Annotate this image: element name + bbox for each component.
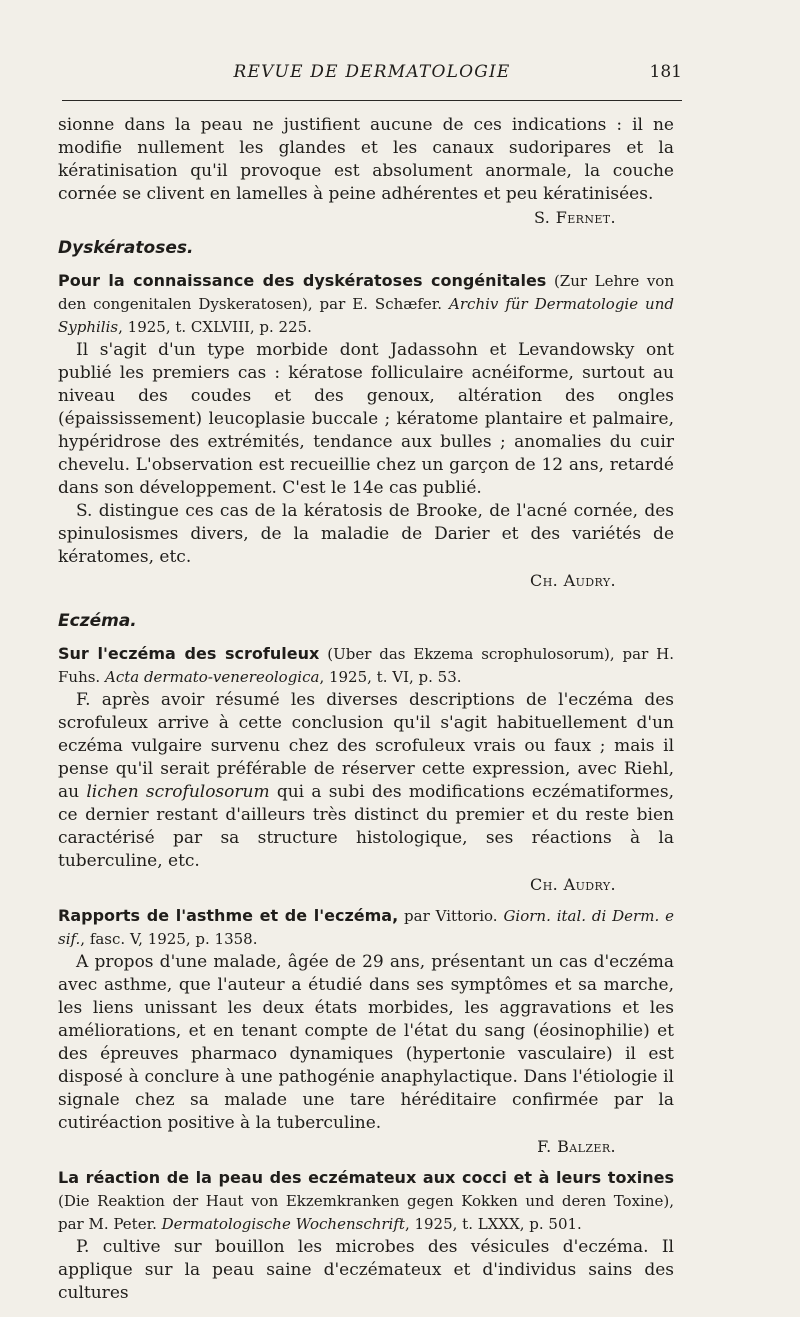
article-citation: (Zur Lehre von den congenitalen Dyskeratosen), par E. Schæfer. — [58, 272, 674, 313]
article-title: Pour la connaissance des dyskératoses congénitales — [58, 271, 547, 290]
article-title: Sur l'eczéma des scrofuleux — [58, 644, 320, 663]
header-rule — [62, 100, 682, 101]
page-header — [62, 62, 682, 90]
citation-details: , 1925, t. VI, p. 53. — [319, 668, 462, 686]
article-reference — [58, 642, 674, 689]
author-signature: Ch. Audry. — [530, 571, 616, 590]
journal-name: Archiv für Dermatologie und Syphilis — [58, 295, 674, 336]
author-signature: Ch. Audry. — [530, 875, 616, 894]
emphasized-term: lichen scrofulosorum — [86, 782, 270, 802]
article-paragraph: S. distingue ces cas de la kératosis de Brooke, de l'acné cornée, des spinulosismes divers, de la maladie de Darier et des variétés de kératomes, etc. — [58, 501, 674, 567]
running-title: REVUE DE DERMATOLOGIE — [233, 62, 511, 82]
article-paragraph: A propos d'une malade, âgée de 29 ans, présentant un cas d'eczéma avec asthme, que l'auteur a étudié dans ses symptômes et sa marche, les liens unissant les deux états morbides, les aggravations et les améliorations, et en tenant compte de l'état du sang (éosinophilie) et des épreuves pharmaco dynamiques (hypertonie vasculaire) il est disposé à conclure à une pathogénie anaphylactique. Dans l'étiologie il signale chez sa malade une tare héréditaire confirmée par la cutiréaction positive à la tuberculine. — [58, 952, 674, 1133]
page-content — [58, 114, 674, 1305]
article-title: Rapports de l'asthme et de l'eczéma, — [58, 906, 399, 925]
article-reference — [58, 1166, 674, 1236]
author-signature: F. Balzer. — [537, 1137, 616, 1156]
paragraph-text: qui a subi des modifications eczématiformes, ce dernier restant d'ailleurs très distinct du premier et du reste bien caractérisé par sa structure histologique, ses réactions à la tuberculine, etc. — [58, 782, 674, 871]
article-paragraph: P. cultive sur bouillon les microbes des vésicules d'eczéma. Il applique sur la peau saine d'eczémateux et d'individus sains des cultures — [58, 1237, 674, 1303]
article-reference — [58, 904, 674, 951]
author-signature: S. Fernet. — [533, 208, 616, 227]
journal-name: Acta dermato-venereologica — [104, 668, 320, 686]
page-number: 181 — [649, 62, 682, 82]
article-paragraph — [58, 689, 674, 873]
article-reference — [58, 269, 674, 339]
article-citation: par Vittorio. — [404, 907, 498, 925]
article-citation: (Die Reaktion der Haut von Ekzemkranken gegen Kokken und deren Toxine), par M. Peter. — [58, 1192, 674, 1233]
journal-name: Dermatologische Wochenschrift — [161, 1215, 405, 1233]
citation-details: , fasc. V, 1925, p. 1358. — [80, 930, 258, 948]
continuation-paragraph: sionne dans la peau ne justifient aucune de ces indications : il ne modifie nullement les glandes et les canaux sudoripares et la kératinisation qu'il provoque est absolument anormale, la couche cornée se clivent en lamelles à peine adhérentes et peu kératinisées. — [58, 115, 674, 204]
article-paragraph: Il s'agit d'un type morbide dont Jadassohn et Levandowsky ont publié les premiers cas : kératose folliculaire acnéiforme, surtout au niveau des coudes et des genoux, altération des ongles (épaississement) leucoplasie buccale ; kératome plantaire et palmaire, hypéridrose des extrémités, tendance aux bulles ; anomalies du cuir chevelu. L'observation est recueillie chez un garçon de 12 ans, retardé dans son développement. C'est le 14e cas publié. — [58, 340, 674, 498]
section-heading-eczema: Eczéma. — [58, 611, 137, 631]
article-citation: (Uber das Ekzema scrophulosorum), par H. Fuhs. — [58, 645, 675, 686]
journal-name: Giorn. ital. di Derm. e sif. — [58, 907, 674, 948]
citation-details: , 1925, t. CXLVIII, p. 225. — [118, 318, 312, 336]
section-heading-dyskeratoses: Dyskératoses. — [58, 238, 194, 258]
citation-details: , 1925, t. LXXX, p. 501. — [404, 1215, 582, 1233]
paragraph-text: F. après avoir résumé les diverses descriptions de l'eczéma des scrofuleux arrive à cette conclusion qu'il s'agit habituellement d'un eczéma vulgaire survenu chez des scrofuleux vrais ou faux ; mais il pense qu'il serait préférable de réserver cette expression, avec Riehl, au — [58, 690, 674, 802]
article-title: La réaction de la peau des eczémateux aux cocci et à leurs toxines — [58, 1168, 674, 1187]
